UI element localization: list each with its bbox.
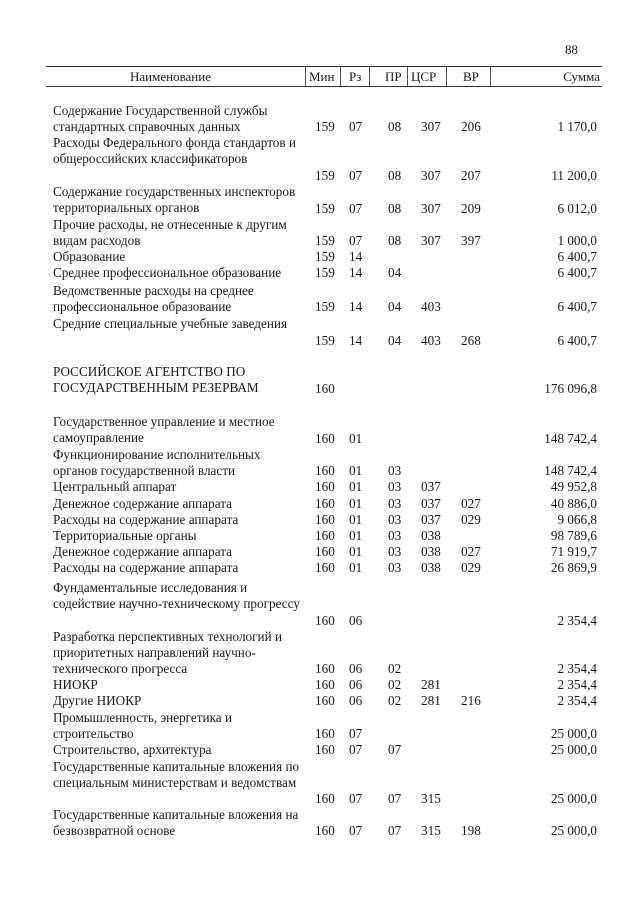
cell-vr: 209	[461, 200, 481, 216]
cell-vr: 027	[461, 495, 481, 511]
table-row	[0, 528, 640, 544]
row-name: Строительство, архитектура	[53, 742, 212, 757]
table-row	[0, 283, 640, 315]
cell-sum: 6 400,7	[557, 248, 597, 264]
cell-min: 159	[315, 248, 335, 264]
cell-min: 159	[315, 200, 335, 216]
table-row	[0, 512, 640, 528]
row-name: РОССИЙСКОЕ АГЕНТСТВО ПО ГОСУДАРСТВЕННЫМ РЕЗЕРВАМ	[53, 364, 259, 396]
cell-pr: 02	[388, 676, 402, 692]
cell-rz: 07	[349, 741, 363, 757]
table-row	[0, 544, 640, 560]
table-row	[0, 184, 640, 217]
cell-rz: 14	[349, 298, 363, 314]
cell-pr: 03	[388, 495, 402, 511]
cell-rz: 01	[349, 543, 363, 559]
cell-csr: 037	[421, 478, 441, 494]
cell-sum: 6 400,7	[557, 332, 597, 348]
row-name: Расходы на содержание аппарата	[53, 512, 239, 527]
cell-min: 159	[315, 167, 335, 183]
cell-csr: 315	[421, 790, 441, 806]
cell-sum: 25 000,0	[550, 822, 597, 838]
cell-csr: 315	[421, 822, 441, 838]
cell-sum: 2 354,4	[557, 692, 597, 708]
header-vr: ВР	[463, 69, 479, 84]
cell-min: 159	[315, 332, 335, 348]
cell-rz: 01	[349, 430, 363, 446]
cell-rz: 06	[349, 660, 363, 676]
cell-pr: 07	[388, 790, 402, 806]
row-name: Прочие расходы, не отнесенные к другим видам расходов	[53, 217, 287, 249]
cell-rz: 07	[349, 200, 363, 216]
table-row	[0, 249, 640, 265]
cell-sum: 148 742,4	[544, 430, 597, 446]
cell-pr: 08	[388, 232, 402, 248]
cell-min: 160	[315, 543, 335, 559]
cell-min: 160	[315, 660, 335, 676]
header-csr: ЦСР	[411, 69, 437, 84]
cell-sum: 2 354,4	[557, 676, 597, 692]
cell-min: 159	[315, 232, 335, 248]
table-row	[0, 742, 640, 758]
cell-csr: 037	[421, 495, 441, 511]
table-row	[0, 316, 640, 349]
cell-rz: 14	[349, 248, 363, 264]
header-pr: ПР	[385, 69, 402, 84]
row-name: Промышленность, энергетика и строительство	[53, 710, 233, 742]
cell-sum: 1 000,0	[557, 232, 597, 248]
row-name: Центральный аппарат	[53, 479, 177, 494]
cell-min: 160	[315, 495, 335, 511]
cell-rz: 01	[349, 478, 363, 494]
cell-min: 159	[315, 118, 335, 134]
cell-min: 160	[315, 462, 335, 478]
cell-pr: 02	[388, 660, 402, 676]
cell-sum: 2 354,4	[557, 612, 597, 628]
table-row	[0, 807, 640, 839]
header-name: Наименование	[130, 69, 211, 84]
cell-min: 160	[315, 527, 335, 543]
divider	[369, 67, 370, 86]
cell-sum: 25 000,0	[550, 741, 597, 757]
cell-vr: 198	[461, 822, 481, 838]
header-min: Мин	[309, 69, 335, 84]
table-row	[0, 560, 640, 576]
cell-min: 160	[315, 511, 335, 527]
table-header	[46, 66, 602, 87]
cell-csr: 403	[421, 332, 441, 348]
cell-rz: 07	[349, 790, 363, 806]
cell-min: 160	[315, 380, 335, 396]
cell-pr: 08	[388, 200, 402, 216]
page-number: 88	[565, 42, 578, 57]
cell-rz: 01	[349, 511, 363, 527]
row-name: Другие НИОКР	[53, 693, 142, 708]
cell-vr: 216	[461, 692, 481, 708]
row-name: Средние специальные учебные заведения	[53, 316, 288, 331]
cell-csr: 281	[421, 692, 441, 708]
cell-min: 160	[315, 725, 335, 741]
cell-csr: 281	[421, 676, 441, 692]
cell-min: 160	[315, 790, 335, 806]
cell-vr: 206	[461, 118, 481, 134]
cell-pr: 03	[388, 462, 402, 478]
cell-rz: 06	[349, 692, 363, 708]
row-name: Государственное управление и местное самоуправление	[53, 414, 275, 446]
table-row	[0, 447, 640, 479]
row-name: Содержание Государственной службы стандартных справочных данных	[53, 103, 268, 135]
table-row	[0, 479, 640, 495]
cell-min: 160	[315, 559, 335, 575]
cell-rz: 07	[349, 232, 363, 248]
table-row	[0, 103, 640, 135]
table-row	[0, 364, 640, 397]
row-name: Территориальные органы	[53, 528, 197, 543]
divider	[490, 67, 491, 86]
divider	[446, 67, 447, 86]
row-name: Расходы Федерального фонда стандартов и общероссийских классификаторов	[53, 135, 296, 167]
cell-pr: 08	[388, 167, 402, 183]
cell-min: 160	[315, 822, 335, 838]
cell-sum: 98 789,6	[550, 527, 597, 543]
cell-min: 160	[315, 741, 335, 757]
row-name: Денежное содержание аппарата	[53, 496, 232, 511]
cell-min: 160	[315, 430, 335, 446]
cell-pr: 04	[388, 264, 402, 280]
table-row	[0, 265, 640, 281]
table-row	[0, 759, 640, 807]
cell-sum: 49 952,8	[550, 478, 597, 494]
cell-csr: 037	[421, 511, 441, 527]
cell-rz: 06	[349, 676, 363, 692]
cell-pr: 02	[388, 692, 402, 708]
row-name: НИОКР	[53, 677, 98, 692]
row-name: Фундаментальные исследования и содействие научно-техническому прогрессу	[53, 580, 300, 612]
table-row	[0, 414, 640, 447]
cell-csr: 038	[421, 543, 441, 559]
cell-rz: 01	[349, 462, 363, 478]
divider	[305, 67, 306, 86]
cell-sum: 6 400,7	[557, 298, 597, 314]
cell-vr: 029	[461, 511, 481, 527]
table-row	[0, 710, 640, 742]
header-sum: Сумма	[563, 69, 600, 84]
table-row	[0, 580, 640, 629]
cell-sum: 6 400,7	[557, 264, 597, 280]
cell-sum: 1 170,0	[557, 118, 597, 134]
cell-pr: 07	[388, 741, 402, 757]
cell-csr: 403	[421, 298, 441, 314]
cell-csr: 307	[421, 118, 441, 134]
cell-rz: 07	[349, 725, 363, 741]
cell-rz: 07	[349, 822, 363, 838]
cell-rz: 07	[349, 118, 363, 134]
row-name: Денежное содержание аппарата	[53, 544, 232, 559]
cell-sum: 71 919,7	[550, 543, 597, 559]
table-row	[0, 629, 640, 677]
cell-sum: 11 200,0	[551, 167, 597, 183]
cell-csr: 038	[421, 527, 441, 543]
cell-min: 159	[315, 298, 335, 314]
divider	[407, 67, 408, 86]
table-row	[0, 677, 640, 693]
row-name: Государственные капитальные вложения по специальным министерствам и ведомствам	[53, 759, 300, 791]
cell-vr: 207	[461, 167, 481, 183]
cell-min: 160	[315, 612, 335, 628]
cell-pr: 04	[388, 332, 402, 348]
cell-pr: 03	[388, 543, 402, 559]
cell-sum: 148 742,4	[544, 462, 597, 478]
cell-csr: 038	[421, 559, 441, 575]
cell-sum: 25 000,0	[550, 790, 597, 806]
table-row	[0, 217, 640, 249]
cell-rz: 07	[349, 167, 363, 183]
cell-rz: 01	[349, 495, 363, 511]
cell-pr: 07	[388, 822, 402, 838]
cell-csr: 307	[421, 232, 441, 248]
row-name: Содержание государственных инспекторов территориальных органов	[53, 184, 296, 216]
cell-rz: 01	[349, 559, 363, 575]
cell-min: 160	[315, 676, 335, 692]
row-name: Разработка перспективных технологий и приоритетных направлений научно-технического прогресса	[53, 629, 283, 677]
cell-pr: 03	[388, 511, 402, 527]
table-row	[0, 496, 640, 512]
cell-sum: 176 096,8	[544, 380, 597, 396]
row-name: Образование	[53, 249, 126, 264]
row-name: Функционирование исполнительных органов государственной власти	[53, 447, 261, 479]
cell-sum: 26 869,9	[550, 559, 597, 575]
cell-sum: 2 354,4	[557, 660, 597, 676]
cell-pr: 03	[388, 478, 402, 494]
cell-sum: 6 012,0	[557, 200, 597, 216]
cell-min: 159	[315, 264, 335, 280]
cell-min: 160	[315, 478, 335, 494]
cell-min: 160	[315, 692, 335, 708]
cell-rz: 14	[349, 264, 363, 280]
cell-pr: 08	[388, 118, 402, 134]
cell-csr: 307	[421, 200, 441, 216]
cell-pr: 04	[388, 298, 402, 314]
cell-rz: 01	[349, 527, 363, 543]
cell-vr: 029	[461, 559, 481, 575]
cell-vr: 268	[461, 332, 481, 348]
cell-pr: 03	[388, 559, 402, 575]
cell-rz: 06	[349, 612, 363, 628]
row-name: Среднее профессиональное образование	[53, 265, 282, 280]
cell-vr: 397	[461, 232, 481, 248]
header-rz: Рз	[349, 69, 362, 84]
cell-sum: 25 000,0	[550, 725, 597, 741]
cell-sum: 9 066,8	[557, 511, 597, 527]
table-row	[0, 135, 640, 184]
row-name: Ведомственные расходы на среднее профессиональное образование	[53, 283, 254, 315]
cell-sum: 40 886,0	[550, 495, 597, 511]
cell-rz: 14	[349, 332, 363, 348]
divider	[340, 67, 341, 86]
row-name: Государственные капитальные вложения на безвозвратной основе	[53, 807, 299, 839]
cell-pr: 03	[388, 527, 402, 543]
row-name: Расходы на содержание аппарата	[53, 560, 239, 575]
cell-vr: 027	[461, 543, 481, 559]
table-row	[0, 693, 640, 709]
cell-csr: 307	[421, 167, 441, 183]
